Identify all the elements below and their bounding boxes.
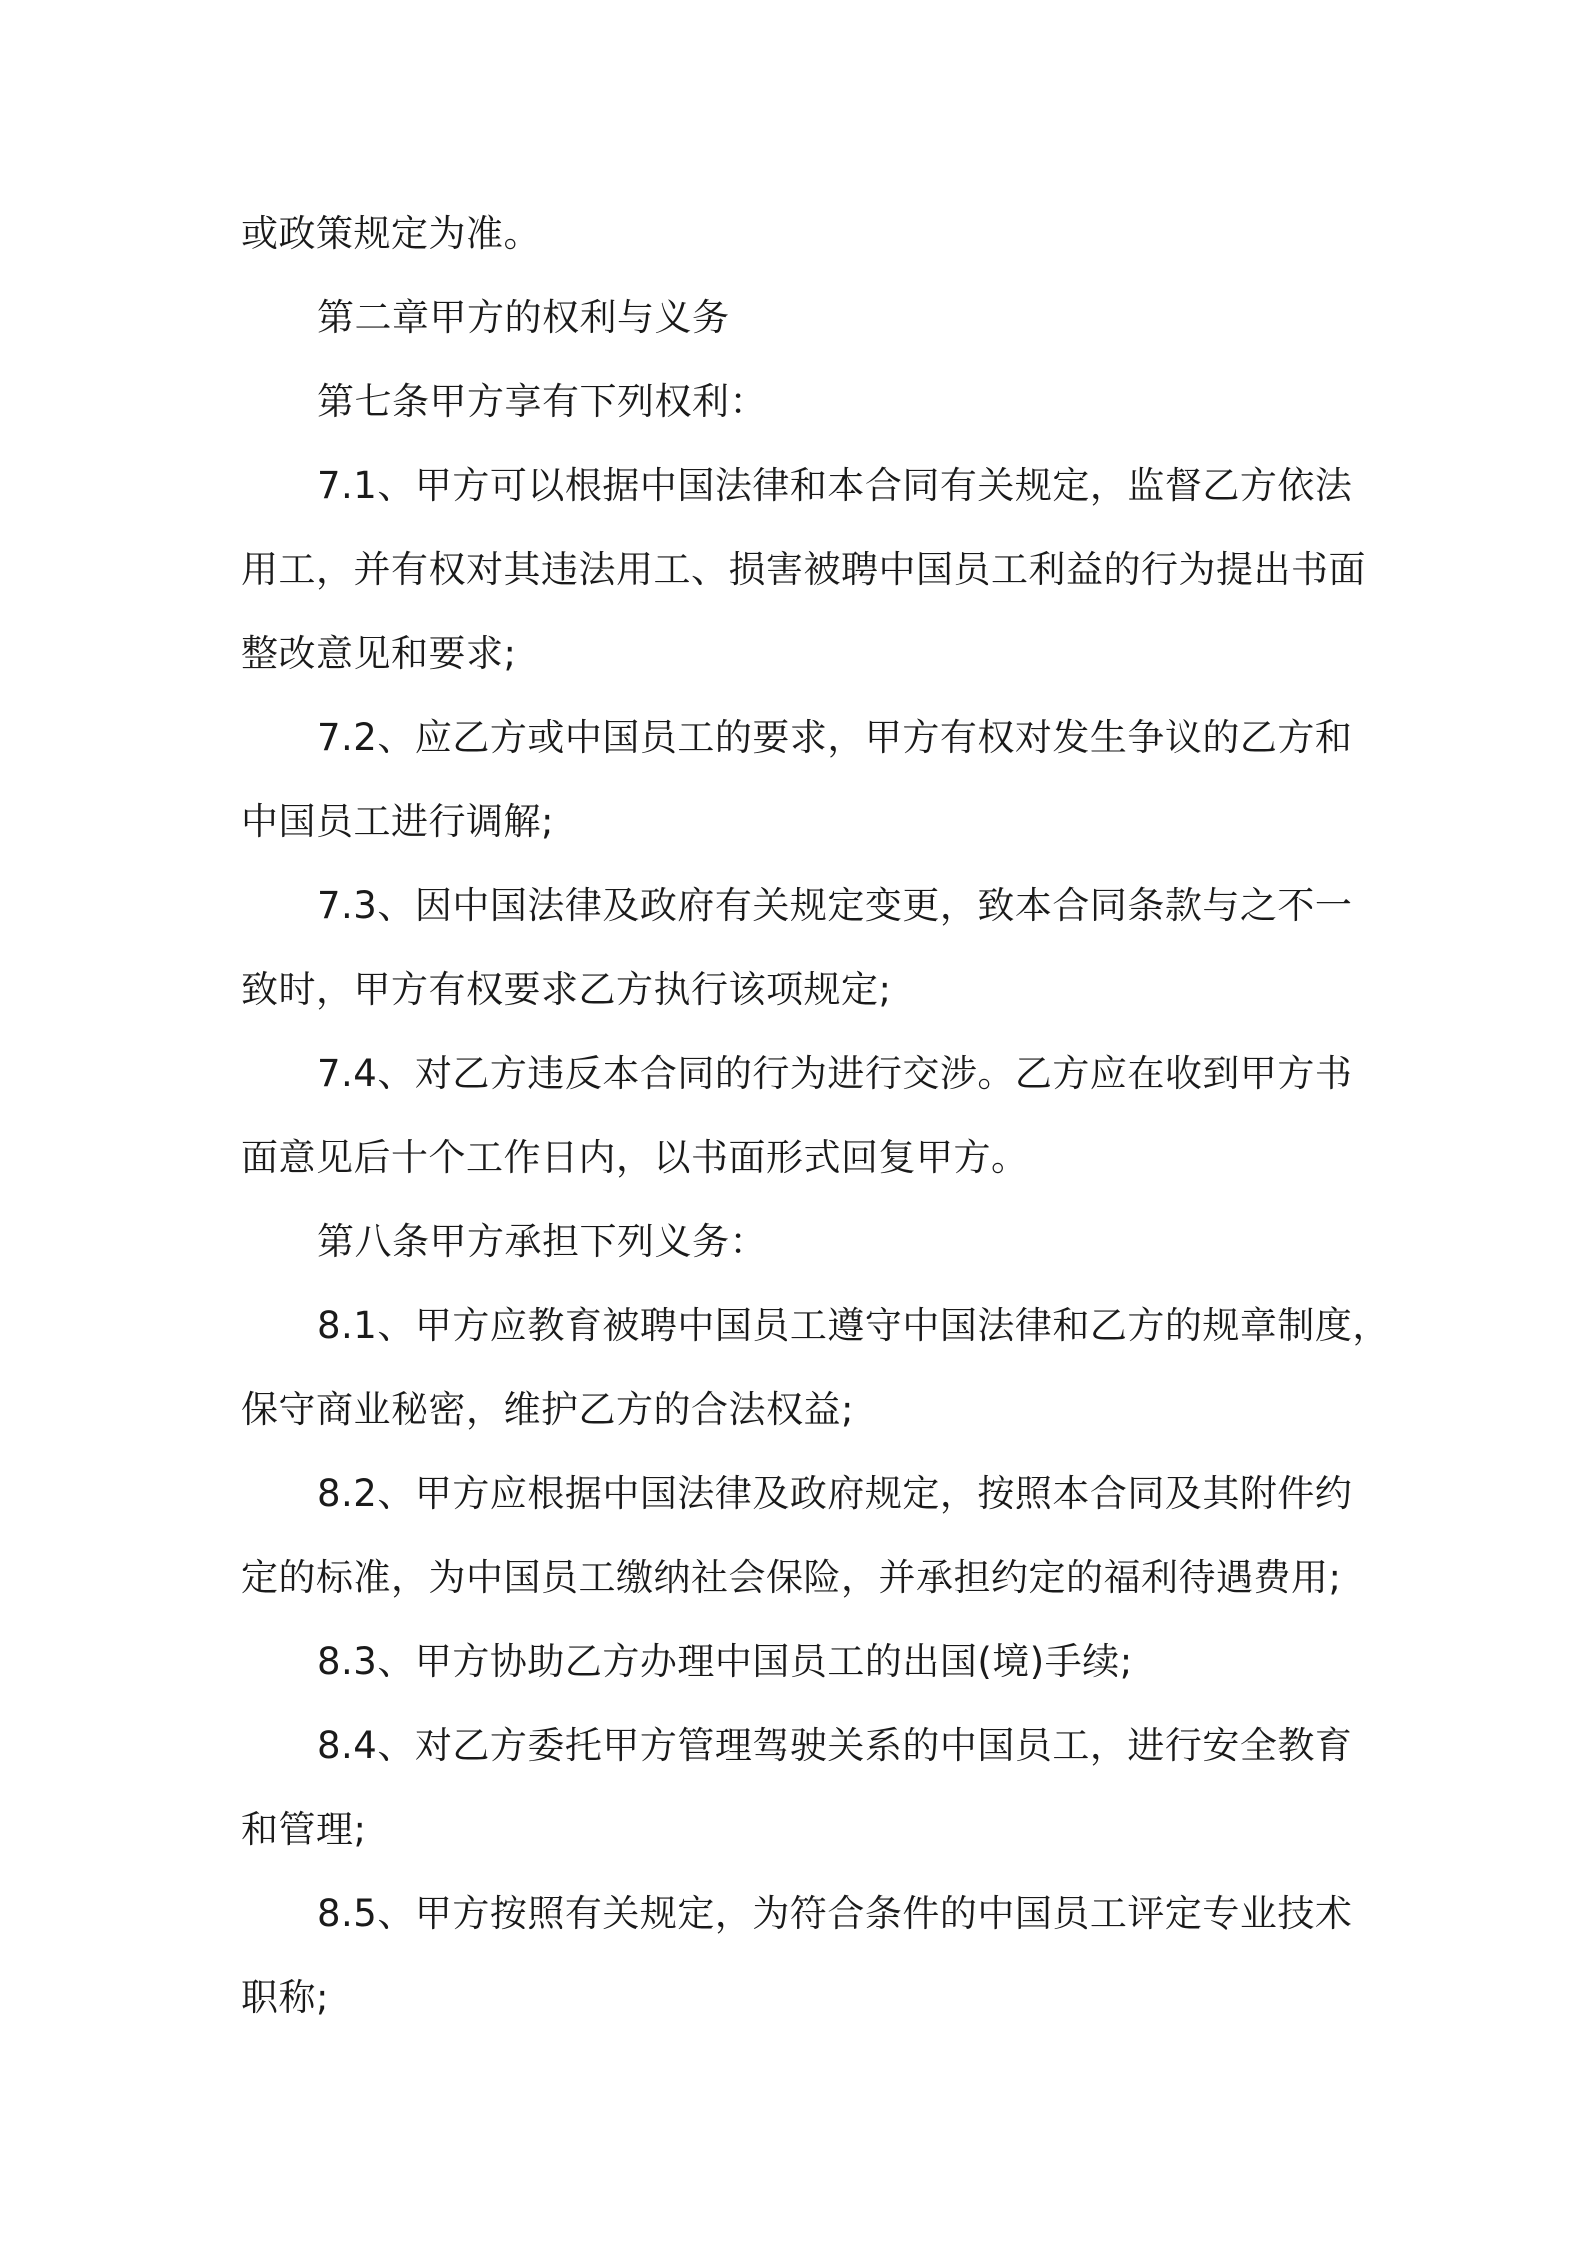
text-line: 保守商业秘密，维护乙方的合法权益; [241,1388,854,1431]
article-heading: 第七条甲方享有下列权利： [317,380,767,423]
chapter-heading: 第二章甲方的权利与义务 [317,296,730,339]
clause-line: 8.4、对乙方委托甲方管理驾驶关系的中国员工，进行安全教育 [317,1724,1353,1767]
clause-line: 8.3、甲方协助乙方办理中国员工的出国(境)手续; [317,1640,1133,1683]
clause-line: 8.5、甲方按照有关规定，为符合条件的中国员工评定专业技术 [317,1892,1353,1935]
text-line: 整改意见和要求; [241,632,517,675]
text-line: 用工，并有权对其违法用工、损害被聘中国员工利益的行为提出书面 [241,548,1366,591]
clause-line: 7.2、应乙方或中国员工的要求，甲方有权对发生争议的乙方和 [317,716,1353,759]
article-heading: 第八条甲方承担下列义务： [317,1220,767,1263]
text-line: 职称; [241,1976,329,2019]
clause-line: 7.3、因中国法律及政府有关规定变更，致本合同条款与之不一 [317,884,1353,927]
clause-line: 7.4、对乙方违反本合同的行为进行交涉。乙方应在收到甲方书 [317,1052,1353,1095]
clause-line: 7.1、甲方可以根据中国法律和本合同有关规定，监督乙方依法 [317,464,1353,507]
text-line: 中国员工进行调解; [241,800,554,843]
text-line: 或政策规定为准。 [241,212,541,255]
body-text [241,192,1390,2040]
text-line: 定的标准，为中国员工缴纳社会保险，并承担约定的福利待遇费用; [241,1556,1342,1599]
text-line: 面意见后十个工作日内，以书面形式回复甲方。 [241,1136,1029,1179]
text-line: 致时，甲方有权要求乙方执行该项规定; [241,968,892,1011]
clause-line: 8.1、甲方应教育被聘中国员工遵守中国法律和乙方的规章制度， [317,1304,1390,1347]
clause-line: 8.2、甲方应根据中国法律及政府规定，按照本合同及其附件约 [317,1472,1353,1515]
text-line: 和管理; [241,1808,367,1851]
